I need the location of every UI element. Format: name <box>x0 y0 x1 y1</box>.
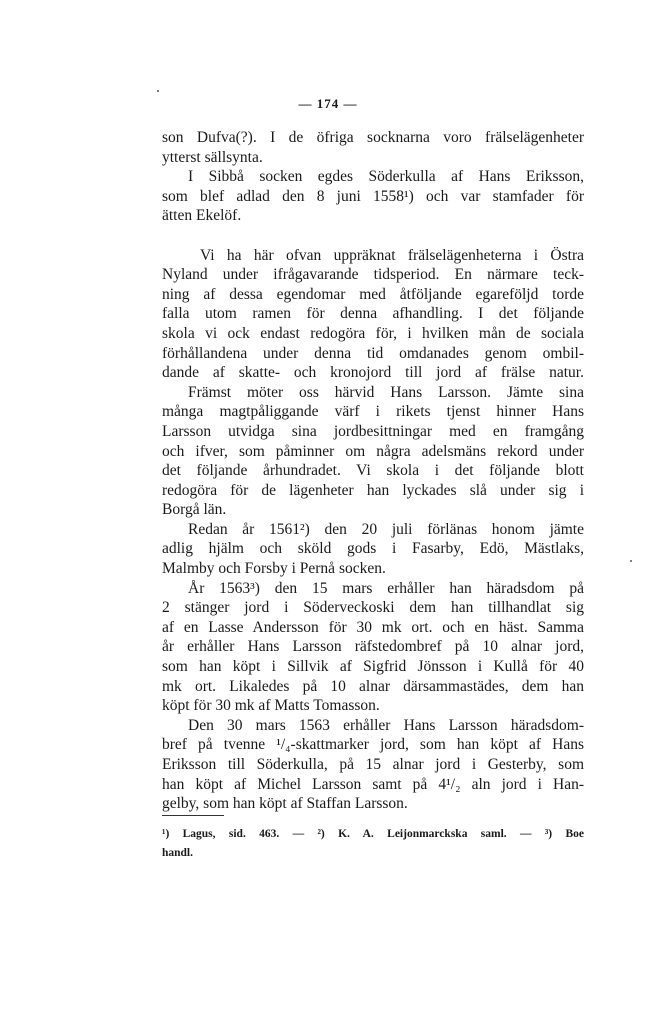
text-line: År 1563³) den 15 mars erhåller han häradsdom på <box>188 579 584 597</box>
text-line: falla utom ramen för denna afhandling. I det följande <box>162 305 584 323</box>
scan-speck <box>630 560 632 562</box>
text-line: Larsson utvidga sina jordbesittningar med en framgång <box>162 422 584 440</box>
footnotes <box>162 825 584 863</box>
text-line: adlig hjälm och sköld gods i Fasarby, Edö, Mästlaks, <box>162 540 584 558</box>
text-line: och ifver, som påminner om några adelsmäns rekord under <box>162 442 584 460</box>
text-line: många magtpåliggande värf i rikets tjenst hinner Hans <box>162 403 584 421</box>
text-line: ning af dessa egendomar med åtföljande egareföljd torde <box>162 285 584 303</box>
text-line: Eriksson till Söderkulla, på 15 alnar jord i Gesterby, som <box>162 756 584 773</box>
text-line: Borgå län. <box>162 501 227 519</box>
footnote-line: ¹) Lagus, sid. 463. — ²) K. A. Leijonmarckska saml. — ³) Boe <box>162 828 584 840</box>
footnote-line: handl. <box>162 847 194 859</box>
text-line: förhållandena under denna tid omdanades genom ombil- <box>162 344 584 362</box>
text-line: mk ort. Likaledes på 10 alnar därsammastädes, dem han <box>162 677 584 695</box>
text-line: ätten Ekelöf. <box>162 207 242 225</box>
paragraph-gap <box>162 226 584 246</box>
text-line: som han köpt i Sillvik af Sigfrid Jönsson i Kullå för 40 <box>162 658 584 676</box>
text-line: son Dufva(?). I de öfriga socknarna voro frälselägenheter <box>162 129 584 146</box>
text-line: skola vi ock endast redogöra för, i hvilken mån de sociala <box>162 324 584 342</box>
text-line: köpt för 30 mk af Matts Tomasson. <box>162 697 380 715</box>
text-line: Främst möter oss härvid Hans Larsson. Jämte sina <box>188 383 584 401</box>
text-line: bref på tvenne ¹/₄-skattmarker jord, som han köpt af Hans <box>162 736 584 754</box>
text-line: redogöra för de lägenheter han lyckades slå under sig i <box>162 481 584 499</box>
text-line: I Sibbå socken egdes Söderkulla af Hans Eriksson, <box>188 168 584 186</box>
text-line: dande af skatte- och kronojord till jord af frälse natur. <box>162 364 584 382</box>
body-text <box>162 128 584 814</box>
text-line: som blef adlad den 8 juni 1558¹) och var stamfader för <box>162 187 584 205</box>
text-line: Vi ha här ofvan uppräknat frälselägenheterna i Östra <box>200 246 584 264</box>
text-line: det följande århundradet. Vi skola i det följande blott <box>162 462 584 480</box>
text-line: Malmby och Forsby i Pernå socken. <box>162 560 386 578</box>
text-line: af en Lasse Andersson för 30 mk ort. och en häst. Samma <box>162 618 584 636</box>
text-line: ytterst sällsynta. <box>162 148 263 166</box>
text-line: 2 stänger jord i Söderveckoski dem han tillhandlat sig <box>162 599 584 617</box>
text-line: Nyland under ifrågavarande tidsperiod. En närmare teck- <box>162 266 584 284</box>
text-line: han köpt af Michel Larsson samt på 4¹/₂ aln jord i Han- <box>162 775 584 793</box>
text-line: år erhåller Hans Larsson räfstedombref på 10 alnar jord, <box>162 638 584 656</box>
page-number: — 174 — <box>298 96 358 111</box>
footnote-rule <box>162 815 224 816</box>
text-line: gelby, som han köpt af Staffan Larsson. <box>162 795 408 813</box>
text-line: Redan år 1561²) den 20 juli förlänas honom jämte <box>188 520 584 538</box>
text-line: Den 30 mars 1563 erhåller Hans Larsson häradsdom- <box>188 716 584 734</box>
scan-speck <box>157 90 159 92</box>
